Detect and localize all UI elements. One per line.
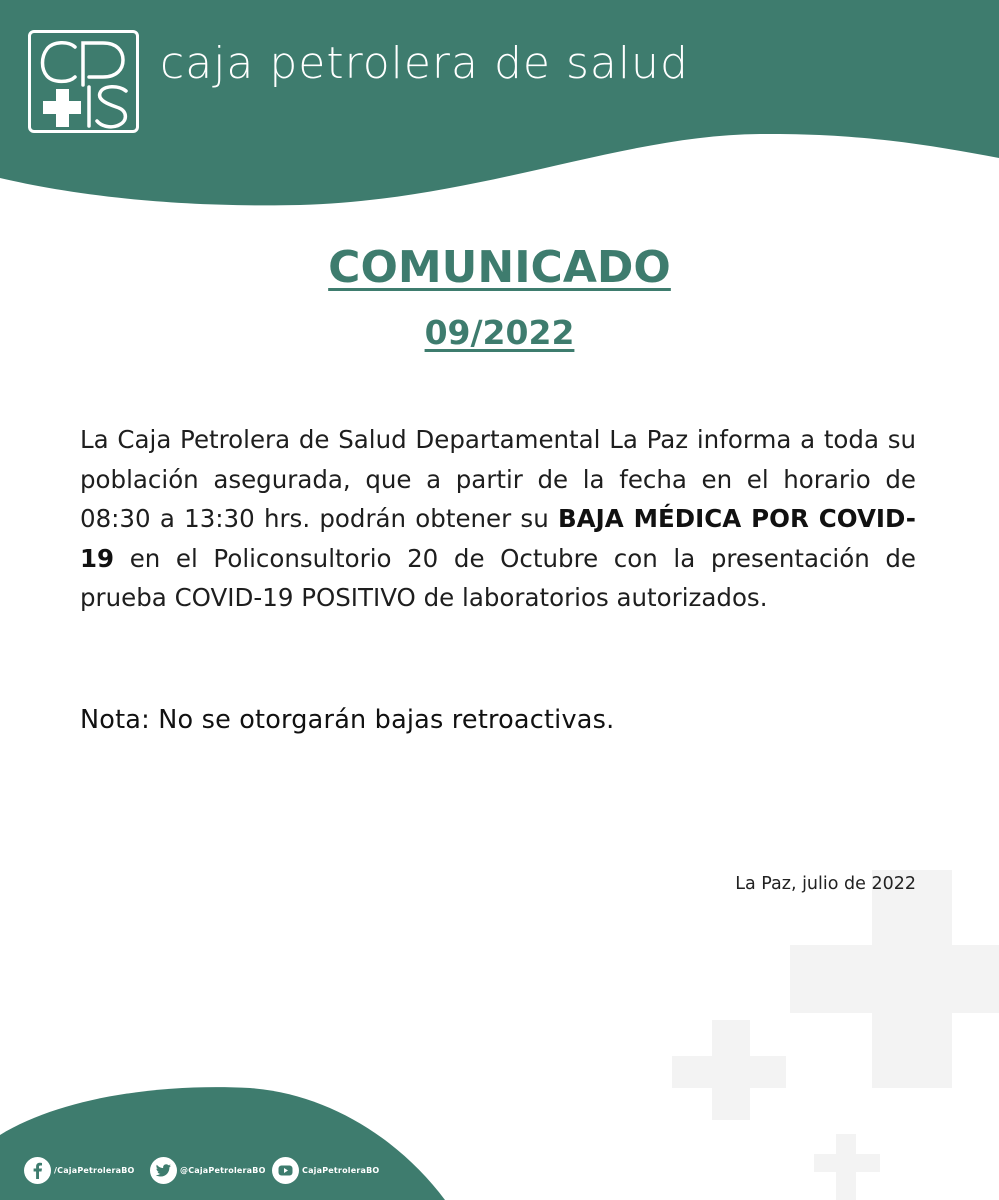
watermark-cross-small — [814, 1134, 880, 1200]
brand-name: caja petrolera de salud — [160, 38, 689, 89]
twitter-handle: @CajaPetroleraBO — [180, 1165, 266, 1175]
facebook-icon — [24, 1157, 51, 1184]
body-lead: La Caja Petrolera de Salud Departamental La Paz informa a toda su población asegurada, que a partir de la fecha en el horario de 08:30 a 13:30 hrs. podrán obtener su — [80, 425, 916, 533]
body-highlight: BAJA MÉDICA POR COVID- 19 — [80, 504, 916, 573]
youtube-icon — [272, 1157, 299, 1184]
watermark-cross-large — [790, 870, 999, 1088]
cps-logo-mark — [31, 33, 136, 130]
body-paragraph — [80, 420, 916, 618]
social-facebook[interactable] — [24, 1156, 135, 1184]
social-twitter[interactable] — [150, 1156, 266, 1184]
twitter-icon — [150, 1157, 177, 1184]
social-youtube[interactable] — [272, 1156, 379, 1184]
page-title: COMUNICADO — [328, 242, 671, 293]
body-tail: en el Policonsultorio 20 de Octubre con la presentación de prueba COVID-19 POSITIVO de laboratorios autorizados. — [80, 543, 916, 612]
youtube-handle: CajaPetroleraBO — [302, 1165, 380, 1175]
facebook-handle: /CajaPetroleraBO — [54, 1165, 135, 1175]
header-wave — [0, 0, 999, 205]
place-date: La Paz, julio de 2022 — [735, 874, 916, 894]
watermark-cross-medium — [672, 1020, 786, 1120]
note: Nota: No se otorgarán bajas retroactivas. — [80, 705, 615, 735]
logo — [28, 30, 139, 133]
communique-number: 09/2022 — [424, 313, 575, 352]
watermark-crosses — [672, 870, 999, 1200]
